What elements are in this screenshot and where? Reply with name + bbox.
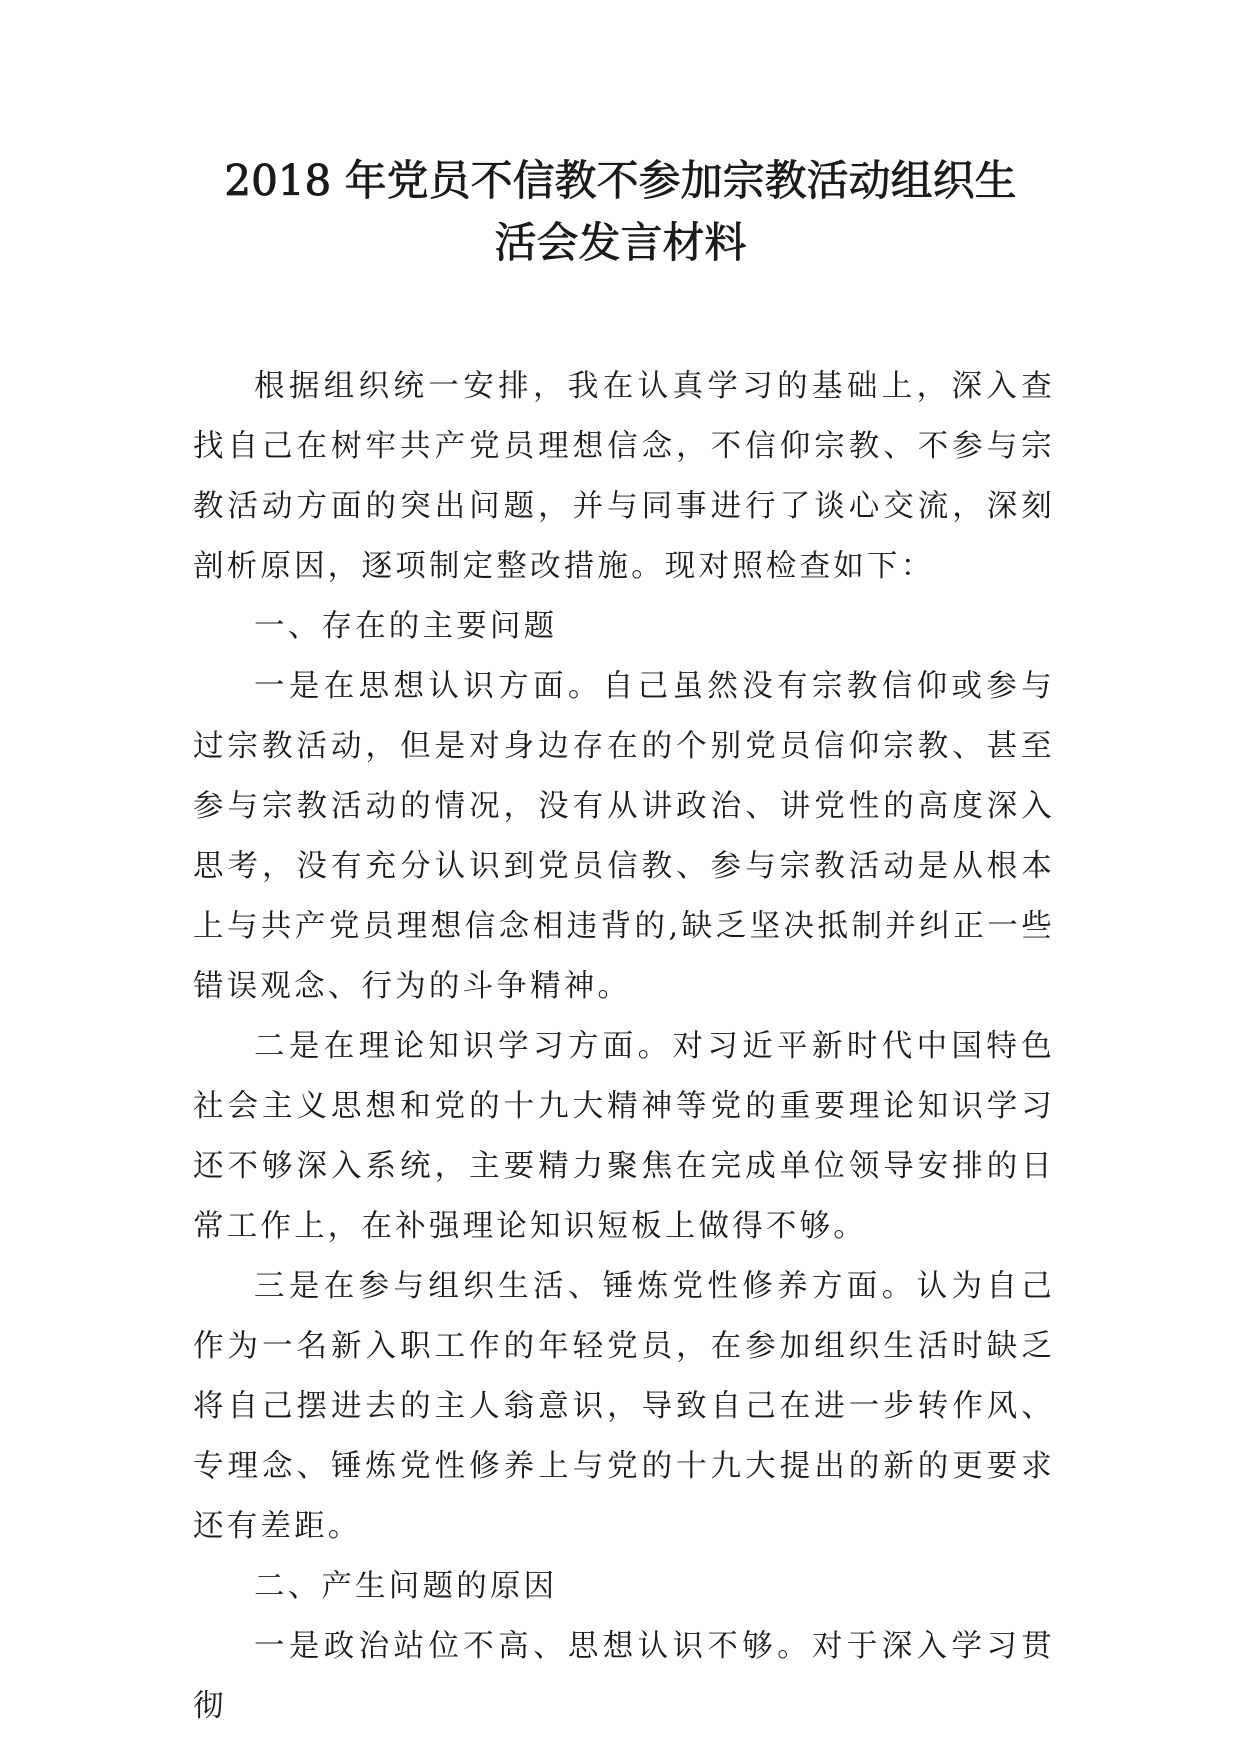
problem-paragraph-3: 三是在参与组织生活、锤炼党性修养方面。认为自己作为一名新入职工作的年轻党员，在参加组织生活时缺乏将自己摆进去的主人翁意识，导致自己在进一步转作风、专理念、锤炼党性修养上与党的十九大提出的新的更要求还有差距。: [193, 1269, 1055, 1544]
intro-paragraph: 根据组织统一安排，我在认真学习的基础上，深入查找自己在树牢共产党员理想信念，不信仰宗教、不参与宗教活动方面的突出问题，并与同事进行了谈心交流，深刻剖析原因，逐项制定整改措施。现对照检查如下：: [193, 369, 1055, 584]
document-title-line-1: 2018 年党员不信教不参加宗教活动组织生: [224, 156, 1017, 205]
document-title-line-2: 活会发言材料: [494, 218, 747, 267]
document-body: [193, 357, 1055, 1737]
section-heading-problems: 一、存在的主要问题: [254, 609, 558, 644]
problem-paragraph-1: 一是在思想认识方面。自己虽然没有宗教信仰或参与过宗教活动，但是对身边存在的个别党员信仰宗教、甚至参与宗教活动的情况，没有从讲政治、讲党性的高度深入思考，没有充分认识到党员信教、参与宗教活动是从根本上与共产党员理想信念相违背的,缺乏坚决抵制并纠正一些错误观念、行为的斗争精神。: [193, 669, 1055, 1004]
section-heading-causes: 二、产生问题的原因: [254, 1569, 558, 1604]
cause-paragraph-1: 一是政治站位不高、思想认识不够。对于深入学习贯彻: [193, 1629, 1055, 1724]
problem-paragraph-2: 二是在理论知识学习方面。对习近平新时代中国特色社会主义思想和党的十九大精神等党的重要理论知识学习还不够深入系统，主要精力聚焦在完成单位领导安排的日常工作上，在补强理论知识短板上做得不够。: [193, 1029, 1055, 1244]
